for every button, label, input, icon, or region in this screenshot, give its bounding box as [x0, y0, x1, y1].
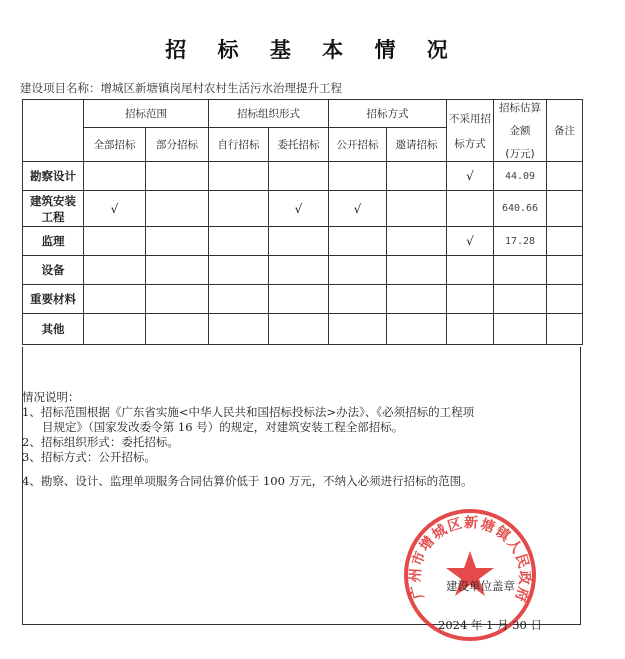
- note-4: 4、勘察、设计、监理单项服务合同估算价低于 100 万元，不纳入必须进行招标的范围。: [22, 474, 473, 488]
- header-no-tender-line2: 标方式: [454, 137, 486, 150]
- table-cell: [209, 256, 269, 285]
- table-cell: [84, 285, 146, 314]
- remark-cell: [547, 256, 583, 285]
- row-label-line1: 建筑安装: [30, 193, 76, 208]
- row-label: 其他: [23, 314, 84, 345]
- table-cell: [269, 227, 329, 256]
- table-cell: [146, 314, 209, 345]
- table-cell: [269, 256, 329, 285]
- table-cell: [329, 285, 387, 314]
- header-estimate-line1: 招标估算: [499, 102, 541, 114]
- row-label-line2: 工程: [41, 209, 65, 224]
- subheader-partial: 部分招标: [146, 128, 209, 162]
- remark-cell: [547, 314, 583, 345]
- table-cell: [269, 285, 329, 314]
- amount-cell: [494, 285, 547, 314]
- table-cell: [84, 162, 146, 191]
- table-cell: [84, 227, 146, 256]
- table-cell: [146, 285, 209, 314]
- note-3: 3、招标方式：公开招标。: [22, 450, 156, 464]
- table-cell: √: [269, 191, 329, 227]
- notes-heading: 情况说明：: [22, 390, 80, 404]
- amount-cell: 17.28: [494, 227, 547, 256]
- table-cell: [387, 314, 447, 345]
- table-cell: [269, 314, 329, 345]
- table-cell: [329, 256, 387, 285]
- table-cell: [146, 227, 209, 256]
- amount-cell: 44.09: [494, 162, 547, 191]
- table-cell: [387, 256, 447, 285]
- table-cell: [387, 191, 447, 227]
- table-row: [23, 285, 583, 314]
- table-cell: [387, 285, 447, 314]
- row-label: [23, 191, 84, 227]
- header-method: 招标方式: [329, 100, 447, 128]
- signature-label: 建设单位盖章: [446, 579, 515, 593]
- page-title: 招 标 基 本 情 况: [165, 37, 460, 62]
- table-cell: √: [329, 191, 387, 227]
- subheader-entrusted: 委托招标: [269, 128, 329, 162]
- table-cell: [329, 227, 387, 256]
- table-row: [23, 314, 583, 345]
- row-label: 重要材料: [23, 285, 84, 314]
- table-row: [23, 162, 583, 191]
- table-cell: √: [84, 191, 146, 227]
- table-cell: √: [447, 162, 494, 191]
- note-1-line-2: 目规定》（国家发改委令第 16 号）的规定，对建筑安装工程全部招标。: [42, 420, 404, 434]
- notes: [22, 390, 582, 489]
- table-cell: [329, 162, 387, 191]
- amount-cell: [494, 314, 547, 345]
- remark-cell: [547, 162, 583, 191]
- table-cell: [447, 256, 494, 285]
- table-cell: [447, 314, 494, 345]
- subheader-invited: 邀请招标: [387, 128, 447, 162]
- project-name: 建设项目名称：增城区新塘镇岗尾村农村生活污水治理提升工程: [20, 81, 342, 95]
- header-estimate: [494, 100, 547, 162]
- table-cell: [84, 314, 146, 345]
- table-cell: [209, 227, 269, 256]
- table-cell: [329, 314, 387, 345]
- table-cell: [209, 285, 269, 314]
- corner-cell: [23, 100, 84, 162]
- table-row: [23, 227, 583, 256]
- note-2: 2、招标组织形式：委托招标。: [22, 435, 179, 449]
- header-estimate-line3: (万元): [505, 148, 535, 160]
- row-label: 设备: [23, 256, 84, 285]
- table-cell: [146, 256, 209, 285]
- table-cell: [447, 285, 494, 314]
- table-cell: [84, 256, 146, 285]
- header-no-tender: [447, 100, 494, 162]
- header-remark: 备注: [547, 100, 583, 162]
- table-row: [23, 191, 583, 227]
- table-cell: [146, 162, 209, 191]
- subheader-all: 全部招标: [84, 128, 146, 162]
- row-label: 勘察设计: [23, 162, 84, 191]
- note-1-line-1: 1、招标范围根据《广东省实施<中华人民共和国招标投标法>办法》、《必须招标的工程项: [22, 405, 475, 419]
- table-cell: [387, 227, 447, 256]
- remark-cell: [547, 191, 583, 227]
- header-org: 招标组织形式: [209, 100, 329, 128]
- header-scope: 招标范围: [84, 100, 209, 128]
- row-label: 监理: [23, 227, 84, 256]
- seal-text: 广州市增城区新塘镇人民政府: [407, 515, 533, 605]
- table-cell: [387, 162, 447, 191]
- table-cell: [209, 314, 269, 345]
- table-cell: [269, 162, 329, 191]
- header-row-1: [23, 100, 583, 128]
- date: 2024 年 1 月 30 日: [438, 618, 542, 632]
- subheader-open: 公开招标: [329, 128, 387, 162]
- amount-cell: 640.66: [494, 191, 547, 227]
- header-no-tender-line1: 不采用招: [449, 112, 491, 125]
- table-cell: √: [447, 227, 494, 256]
- table-row: [23, 256, 583, 285]
- table-cell: [146, 191, 209, 227]
- table-cell: [209, 162, 269, 191]
- amount-cell: [494, 256, 547, 285]
- table-cell: [447, 191, 494, 227]
- remark-cell: [547, 227, 583, 256]
- tender-table: [22, 99, 583, 345]
- remark-cell: [547, 285, 583, 314]
- table-cell: [209, 191, 269, 227]
- subheader-self: 自行招标: [209, 128, 269, 162]
- header-estimate-line2: 金额: [509, 125, 531, 137]
